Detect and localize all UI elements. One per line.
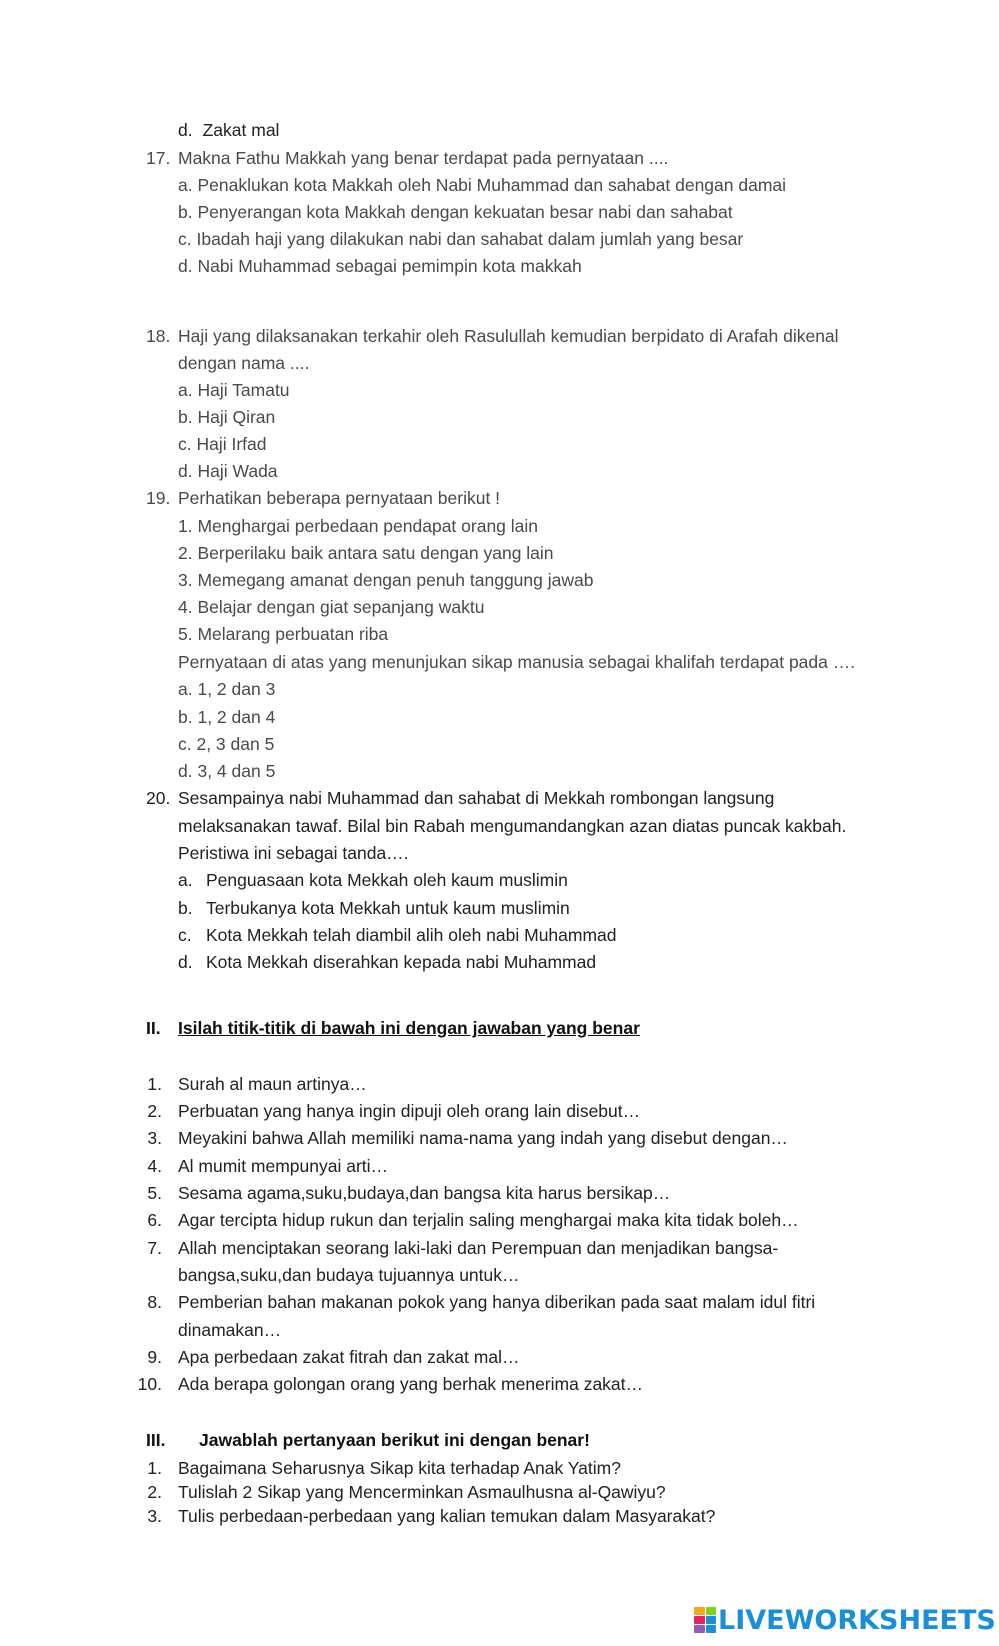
q20-option-c [178, 924, 192, 946]
q20-option-c-text: Kota Mekkah telah diambil alih oleh nabi Muhammad [206, 925, 617, 945]
q20-option-b [178, 897, 193, 919]
logo-block [694, 1616, 705, 1624]
q20-option-a-text: Penguasaan kota Mekkah oleh kaum muslimin [206, 870, 568, 890]
q20-option-d [178, 951, 193, 973]
s2-item-7-number: 7. [147, 1238, 162, 1258]
s3-item-1-number: 1. [147, 1458, 162, 1478]
option-letter: b. [178, 898, 193, 918]
q18-option-d: d. Haji Wada [178, 461, 278, 481]
option-text: Zakat mal [202, 120, 280, 140]
s2-item-3-text: Meyakini bahwa Allah memiliki nama-nama yang indah yang disebut dengan… [178, 1128, 788, 1148]
liveworksheets-icon [694, 1607, 716, 1633]
q20-option-a [178, 869, 193, 891]
s2-item-9-number: 9. [147, 1347, 162, 1367]
logo-block [706, 1607, 717, 1615]
q19-question: Perhatikan beberapa pernyataan berikut ! [178, 488, 501, 508]
q17-number: 17. [146, 148, 171, 168]
q19-statement-1: 1. Menghargai perbedaan pendapat orang lain [178, 516, 539, 536]
s2-item-9-text: Apa perbedaan zakat fitrah dan zakat mal… [178, 1347, 520, 1367]
s2-item-5-text: Sesama agama,suku,budaya,dan bangsa kita harus bersikap… [178, 1183, 671, 1203]
q20-option-b-text: Terbukanya kota Mekkah untuk kaum muslimin [206, 898, 570, 918]
s3-item-3-text: Tulis perbedaan-perbedaan yang kalian temukan dalam Masyarakat? [178, 1506, 716, 1526]
s2-item-8-text-line2: dinamakan… [178, 1320, 282, 1340]
q18-option-c: c. Haji Irfad [178, 434, 267, 454]
option-letter: c. [178, 925, 192, 945]
s2-item-2-number: 2. [147, 1101, 162, 1121]
logo-block [694, 1607, 705, 1615]
q17-option-d: d. Nabi Muhammad sebagai pemimpin kota makkah [178, 256, 582, 276]
s2-item-7-text-line2: bangsa,suku,dan budaya tujuannya untuk… [178, 1265, 520, 1285]
q19-statement-2: 2. Berperilaku baik antara satu dengan yang lain [178, 543, 554, 563]
option-letter: d. [178, 120, 193, 140]
q19-prompt: Pernyataan di atas yang menunjukan sikap manusia sebagai khalifah terdapat pada …. [178, 652, 856, 672]
q19-number: 19. [146, 488, 171, 508]
q18-question-line2: dengan nama .... [178, 353, 310, 373]
q20-question-line1: Sesampainya nabi Muhammad dan sahabat di Mekkah rombongan langsung [178, 788, 775, 808]
q18-option-b: b. Haji Qiran [178, 407, 276, 427]
s2-item-5-number: 5. [147, 1183, 162, 1203]
q18-question-line1: Haji yang dilaksanakan terkahir oleh Rasulullah kemudian berpidato di Arafah dikenal [178, 326, 839, 346]
s2-item-1-text: Surah al maun artinya… [178, 1074, 367, 1094]
s3-item-2-number: 2. [147, 1482, 162, 1502]
section2-roman: II. [146, 1018, 161, 1038]
q19-option-b: b. 1, 2 dan 4 [178, 707, 276, 727]
q20-number: 20. [146, 788, 171, 808]
q18-option-a: a. Haji Tamatu [178, 380, 290, 400]
logo-block [694, 1625, 705, 1633]
option-letter: a. [178, 870, 193, 890]
liveworksheets-wordmark: LIVEWORKSHEETS [718, 1604, 996, 1636]
logo-block [706, 1616, 717, 1624]
q19-option-d: d. 3, 4 dan 5 [178, 761, 276, 781]
q16-option-d [178, 119, 279, 141]
s2-item-1-number: 1. [147, 1074, 162, 1094]
q19-statement-4: 4. Belajar dengan giat sepanjang waktu [178, 597, 485, 617]
q19-option-c: c. 2, 3 dan 5 [178, 734, 275, 754]
q17-option-c: c. Ibadah haji yang dilakukan nabi dan sahabat dalam jumlah yang besar [178, 229, 744, 249]
s3-item-2-text: Tulislah 2 Sikap yang Mencerminkan Asmaulhusna al-Qawiyu? [178, 1482, 666, 1502]
s2-item-6-text: Agar tercipta hidup rukun dan terjalin saling menghargai maka kita tidak boleh… [178, 1210, 799, 1230]
q18-number: 18. [146, 326, 171, 346]
s2-item-4-text: Al mumit mempunyai arti… [178, 1156, 389, 1176]
q19-option-a: a. 1, 2 dan 3 [178, 679, 276, 699]
s2-item-8-text-line1: Pemberian bahan makanan pokok yang hanya diberikan pada saat malam idul fitri [178, 1292, 816, 1312]
q17-question: Makna Fathu Makkah yang benar terdapat pada pernyataan .... [178, 148, 669, 168]
q19-statement-3: 3. Memegang amanat dengan penuh tanggung jawab [178, 570, 594, 590]
section2-title: Isilah titik-titik di bawah ini dengan jawaban yang benar [178, 1018, 640, 1038]
q20-question-line3: Peristiwa ini sebagai tanda…. [178, 843, 409, 863]
s2-item-8-number: 8. [147, 1292, 162, 1312]
s2-item-10-text: Ada berapa golongan orang yang berhak menerima zakat… [178, 1374, 644, 1394]
q17-option-b: b. Penyerangan kota Makkah dengan kekuatan besar nabi dan sahabat [178, 202, 733, 222]
s2-item-3-number: 3. [147, 1128, 162, 1148]
option-letter: d. [178, 952, 193, 972]
s2-item-2-text: Perbuatan yang hanya ingin dipuji oleh orang lain disebut… [178, 1101, 641, 1121]
s2-item-6-number: 6. [147, 1210, 162, 1230]
q17-option-a: a. Penaklukan kota Makkah oleh Nabi Muhammad dan sahabat dengan damai [178, 175, 787, 195]
s2-item-4-number: 4. [147, 1156, 162, 1176]
s2-item-7-text-line1: Allah menciptakan seorang laki-laki dan Perempuan dan menjadikan bangsa- [178, 1238, 779, 1258]
section3-title: Jawablah pertanyaan berikut ini dengan benar! [199, 1430, 590, 1450]
s3-item-3-number: 3. [147, 1506, 162, 1526]
q20-option-d-text: Kota Mekkah diserahkan kepada nabi Muhammad [206, 952, 597, 972]
q19-statement-5: 5. Melarang perbuatan riba [178, 624, 389, 644]
logo-block [706, 1625, 717, 1633]
s2-item-10-number: 10. [137, 1374, 162, 1394]
q20-question-line2: melaksanakan tawaf. Bilal bin Rabah mengumandangkan azan diatas puncak kakbah. [178, 816, 847, 836]
s3-item-1-text: Bagaimana Seharusnya Sikap kita terhadap Anak Yatim? [178, 1458, 621, 1478]
section3-roman: III. [146, 1430, 166, 1450]
liveworksheets-logo [694, 1603, 996, 1637]
